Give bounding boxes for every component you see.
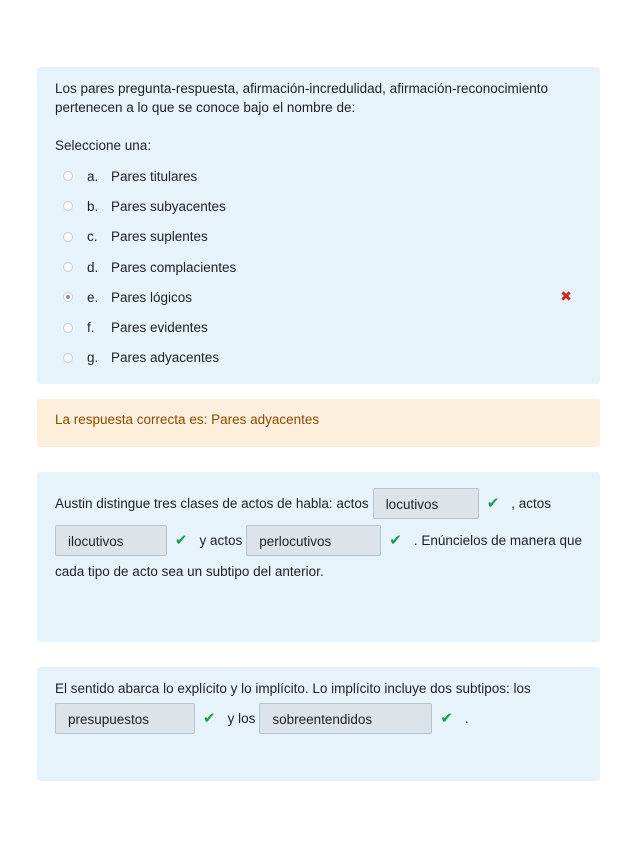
option-letter: e.	[87, 289, 99, 305]
option-letter: f.	[87, 320, 95, 336]
option-b[interactable]	[55, 191, 582, 221]
question-3-line-2	[55, 700, 582, 737]
answer-input-perlocutivos[interactable]: perlocutivos	[246, 525, 381, 556]
answer-input-sobreentendidos[interactable]: sobreentendidos	[259, 703, 432, 734]
check-icon: ✔	[486, 494, 500, 512]
option-letter: g.	[87, 350, 99, 366]
question-1-card	[37, 67, 600, 384]
select-prompt: Seleccione una:	[55, 138, 152, 153]
incorrect-icon: ✖	[560, 288, 572, 305]
check-icon: ✔	[174, 531, 188, 549]
question-2-line-2	[55, 522, 582, 559]
correct-answer-feedback	[37, 399, 600, 447]
text-fragment: . Enúncielos de manera que	[413, 532, 582, 548]
question-2-line-1	[55, 485, 582, 522]
question-3-line-1: El sentido abarca lo explícito y lo implícito. Lo implícito incluye dos subtipos: los	[55, 681, 531, 696]
option-letter: d.	[87, 259, 99, 275]
answer-input-locutivos[interactable]: locutivos	[373, 488, 479, 519]
question-1-text: Los pares pregunta-respuesta, afirmación-incredulidad, afirmación-reconocimiento pertenecen a lo que se conoce bajo el nombre de:	[55, 81, 549, 115]
text-fragment: y los	[227, 710, 256, 726]
radio-g[interactable]	[63, 353, 73, 363]
radio-e-selected[interactable]	[63, 292, 73, 302]
question-3-card	[37, 667, 600, 781]
option-a[interactable]	[55, 161, 582, 191]
option-letter: b.	[87, 198, 99, 214]
option-e[interactable]	[55, 282, 582, 312]
radio-d[interactable]	[63, 262, 73, 272]
text-fragment: Austin distingue tres clases de actos de habla: actos	[55, 495, 369, 511]
radio-c[interactable]	[63, 232, 73, 242]
radio-a[interactable]	[63, 171, 73, 181]
question-2-line-3: cada tipo de acto sea un subtipo del anterior.	[55, 564, 324, 579]
answer-input-presupuestos[interactable]: presupuestos	[55, 703, 195, 734]
check-icon: ✔	[203, 709, 216, 727]
option-label: Pares adyacentes	[111, 350, 220, 366]
option-label: Pares complacientes	[111, 259, 237, 275]
option-label: Pares evidentes	[111, 320, 208, 336]
text-fragment: , actos	[511, 495, 552, 511]
option-label: Pares titulares	[111, 168, 198, 184]
option-letter: c.	[87, 229, 98, 245]
question-2-card	[37, 472, 600, 642]
option-g[interactable]	[55, 343, 582, 373]
radio-b[interactable]	[63, 201, 73, 211]
check-icon: ✔	[389, 531, 402, 549]
option-f[interactable]	[55, 312, 582, 342]
radio-f[interactable]	[63, 323, 73, 333]
answer-input-ilocutivos[interactable]: ilocutivos	[55, 525, 167, 556]
option-label: Pares subyacentes	[111, 198, 226, 214]
feedback-text: La respuesta correcta es: Pares adyacentes	[55, 412, 320, 427]
option-letter: a.	[87, 168, 99, 184]
option-label: Pares lógicos	[111, 289, 193, 305]
text-fragment: .	[464, 710, 469, 726]
option-c[interactable]	[55, 222, 582, 252]
option-d[interactable]	[55, 252, 582, 282]
text-fragment: y actos	[199, 532, 243, 548]
check-icon: ✔	[440, 709, 453, 727]
option-label: Pares suplentes	[111, 229, 208, 245]
